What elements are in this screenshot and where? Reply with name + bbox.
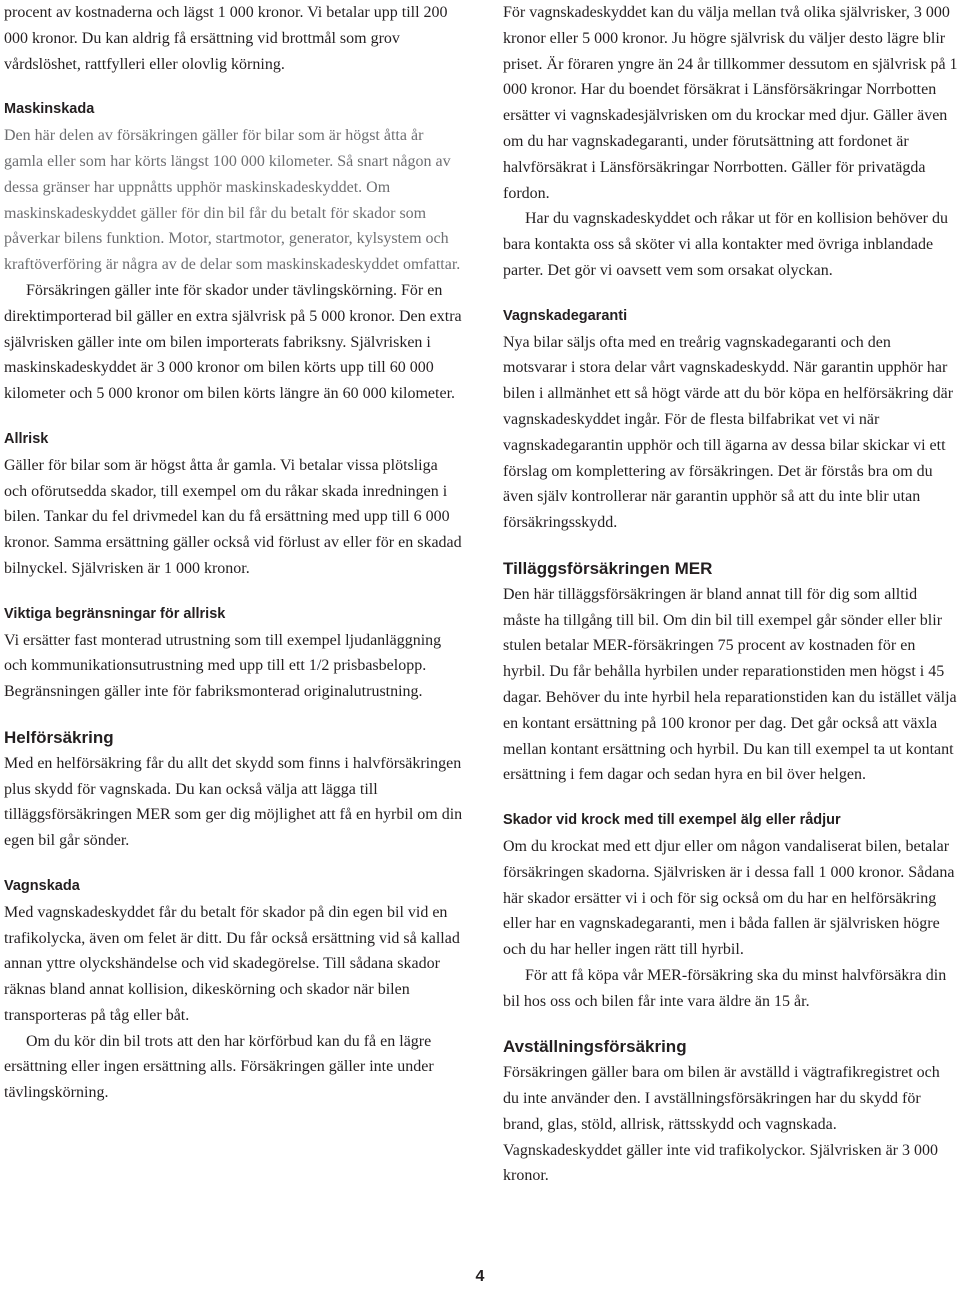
left-column <box>4 0 464 1126</box>
skador-text-2: För att få köpa vår MER-försäkring ska du minst halvförsäkra din bil hos oss och bilen får inte vara äldre än 15 år. <box>503 966 947 1010</box>
intro-left <box>4 0 464 77</box>
mer-text: Den här tilläggsförsäkringen är bland annat till för dig som alltid måste ha tillgång till bil. Om din bil till exempel går sönder eller blir stulen betalar MER-försäkringen 75 procent av kostnaden för en hyrbil. Du får behålla hyrbilen under reparationstiden men högst i 45 dagar. Behöver du inte hyrbil hela reparationstiden kan du istället välja en kontant ersättning på 100 kronor per dag. Det går också att växla mellan kontant ersättning och hyrbil. Du kan till exempel ta ut kontant ersättning i fem dagar och sedan hyra en bil över helgen. <box>503 585 957 784</box>
helforsakring-heading: Helförsäkring <box>4 727 114 747</box>
section-skador-krock <box>503 808 958 1014</box>
section-avstallning <box>503 1034 958 1189</box>
viktiga-heading: Viktiga begränsningar för allrisk <box>4 605 226 622</box>
right-column <box>503 0 958 1209</box>
section-vagnskadegaranti <box>503 304 958 536</box>
vagnskada-text-2: Om du kör din bil trots att den har körförbud kan du få en lägre ersättning eller ingen ersättning alls. Försäkringen gäller inte under tävlingskörning. <box>4 1032 434 1102</box>
viktiga-text: Vi ersätter fast monterad utrustning som till exempel ljudanläggning och kommunikationsutrustning med upp till ett 1/2 prisbasbelopp. Begränsningen gäller inte för fabriksmonterad originalutrustning. <box>4 631 442 701</box>
intro-right-text-2: Har du vagnskadeskyddet och råkar ut för en kollision behöver du bara kontakta oss så sköter vi alla kontakter med övriga inblandade parter. Det gör vi oavsett vem som orsakat olyckan. <box>503 210 948 279</box>
section-vagnskada <box>4 874 464 1106</box>
skador-heading: Skador vid krock med till exempel älg eller rådjur <box>503 812 841 829</box>
avstallning-heading: Avställningsförsäkring <box>503 1037 687 1057</box>
maskinskada-heading: Maskinskada <box>4 101 95 118</box>
section-maskinskada <box>4 97 464 407</box>
intro-right <box>503 0 958 284</box>
intro-right-text-1: För vagnskadeskyddet kan du välja mellan två olika självrisker, 3 000 kronor eller 5 000 kronor. Ju högre självrisk du väljer desto lägre blir priset. Är föraren yngre än 24 år tillkommer dessutom en självrisk på 1 000 kronor. Har du boendet försäkrat i Länsförsäkringar Norrbotten ersätter vi vagnskadesjälvrisken om du krockar med djur. Gäller även om du har vagnskadegaranti, under förutsättning att fordonet är halvförsäkrat i Länsförsäkringar Norrbotten. Gäller för privatägda fordon. <box>503 4 958 202</box>
vagnskada-heading: Vagnskada <box>4 877 80 894</box>
maskinskada-text-2: Försäkringen gäller inte för skador under tävlingskörning. För en direktimporterad bil gäller en extra självrisk på 5 000 kronor. Den extra självrisken gäller inte om bilen importerats fabriksny. Självrisken i maskinskadeskyddet är 3 000 kronor om bilen körts upp till 60 000 kilometer och 5 000 kronor om bilen körts längre än 60 000 kilometer. <box>4 281 462 403</box>
intro-left-text: procent av kostnaderna och lägst 1 000 kronor. Vi betalar upp till 200 000 kronor. Du kan aldrig få ersättning vid brottmål som grov vårdslöshet, rattfylleri eller olovlig körning. <box>4 4 448 73</box>
vagnskada-text-1: Med vagnskadeskyddet får du betalt för skador på din egen bil vid en trafikolycka, även om felet är ditt. Du får också ersättning vid så kallad annan yttre olyckshändelse och vid skadegörelse. Till sådana skador räknas bland annat kollision, dikeskörning och skador när bilen transporteras på tåg eller båt. <box>4 903 460 1024</box>
section-allrisk <box>4 427 464 582</box>
avstallning-text: Försäkringen gäller bara om bilen är avställd i vägtrafikregistret och du inte använder den. I avställningsförsäkringen har du skydd för brand, glas, stöld, allrisk, rättsskydd och vagnskada. Vagnskadeskyddet gäller inte vid trafikolyckor. Självrisken är 3 000 kronor. <box>503 1064 940 1185</box>
mer-heading: Tilläggsförsäkringen MER <box>503 558 713 578</box>
skador-text-1: Om du krockat med ett djur eller om någon vandaliserat bilen, betalar försäkringen skadorna. Självrisken är i dessa fall 1 000 kronor. Sådana här skador ersätter vi i och för sig också om du har en helförsäkring eller har en vagnskadegaranti, men i båda fallen är självrisken högre och du har heller ingen rätt till hyrbil. <box>503 837 955 959</box>
vagnskadegaranti-text: Nya bilar säljs ofta med en treårig vagnskadegaranti och den motsvarar i stora delar vårt vagnskadeskydd. När garantin upphör har bilen i allmänhet ett så högt värde att du bör köpa en helförsäkring där vagnskadeskyddet ingår. För de flesta bilfabrikat vet vi när vagnskadegarantin upphör och till ägarna av dessa bilar skickar vi ett förslag om komplettering av försäkringen. Det är förstås bra om du även själv kontrollerar när garantin upphör så att du inte blir utan försäkringsskydd. <box>503 333 954 532</box>
page-number: 4 <box>475 1268 485 1285</box>
vagnskadegaranti-heading: Vagnskadegaranti <box>503 307 628 324</box>
section-helforsakring <box>4 725 464 854</box>
allrisk-text: Gäller för bilar som är högst åtta år gamla. Vi betalar vissa plötsliga och oförutsedda skador, till exempel om du råkar skada inredningen i bilen. Tankar du fel drivmedel kan du få ersättning med upp till 6 000 kronor. Samma ersättning gäller också vid förlust av eller för en skadad bilnyckel. Självrisken är 1 000 kronor. <box>4 456 462 577</box>
section-mer <box>503 556 958 788</box>
section-viktiga-begransningar <box>4 602 464 705</box>
allrisk-heading: Allrisk <box>4 430 49 447</box>
helforsakring-text: Med en helförsäkring får du allt det skydd som finns i halvförsäkringen plus skydd för vagnskada. Du kan också välja att lägga till tilläggsförsäkringen MER som ger dig möjlighet att få en hyrbil om din egen bil går sönder. <box>4 754 463 850</box>
maskinskada-text-1: Den här delen av försäkringen gäller för bilar som är högst åtta år gamla eller som har körts längst 100 000 kilometer. Så snart någon av dessa gränser har uppnåtts upphör maskinskadeskyddet. Om maskinskadeskyddet gäller för din bil får du betalt för skador som påverkar bilens funktion. Motor, startmotor, generator, kylsystem och kraftöverföring är några av de delar som maskinskadeskyddet omfattar. <box>4 127 461 274</box>
